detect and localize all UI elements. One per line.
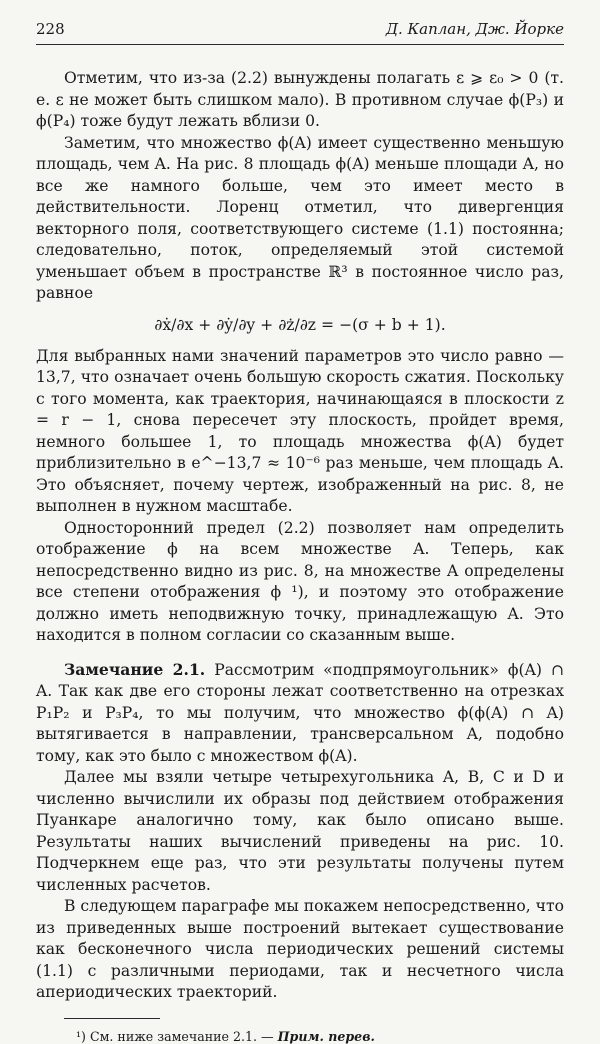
paragraph-6: Далее мы взяли четыре четырехугольника A, B, C и D и численно вычислили их образы под действием отображения Пуанкаре аналогично тому, как было описано выше. Результаты наших вычислений приведены на рис. 10. Подчеркнем еще раз, что эти результаты получены путем численных расчетов. [36, 768, 564, 894]
footnote [36, 1029, 564, 1044]
running-header [36, 20, 564, 45]
divergence-formula: ∂ẋ/∂x + ∂ẏ/∂y + ∂ż/∂z = −(σ + b + 1). [154, 315, 446, 334]
remark-text: Рассмотрим «подпрямоугольник» ϕ(A) ∩ A. Так как две его стороны лежат соответственно на отрезках P₁P₂ и P₃P₄, то мы получим, что множество ϕ(ϕ(A) ∩ A) вытягивается в направлении, трансверсальном A, подобно тому, как это было с множеством ϕ(A). [36, 660, 564, 765]
paragraph-4: Односторонний предел (2.2) позволяет нам определить отображение ϕ на всем множестве A. Теперь, как непосредственно видно из рис. 8, на множестве A определены все степени отображения ϕ ¹), и поэтому это отображение должно иметь неподвижную точку, принадлежащую A. Это находится в полном согласии со сказанным выше. [36, 518, 564, 644]
paragraph-3: Для выбранных нами значений параметров это число равно — 13,7, что означает очень большую скорость сжатия. Поскольку с того момента, как траектория, начинающаяся в плоскости z = r − 1, снова пересечет эту плоскость, пройдет время, немного большее 1, то площадь множества ϕ(A) будет приблизительно в e^−13,7 ≈ 10⁻⁶ раз меньше, чем площадь A. Это объясняет, почему чертеж, изображенный на рис. 8, не выполнен в нужном масштабе. [36, 346, 564, 515]
footnote-text: См. ниже замечание 2.1. — [89, 1028, 274, 1044]
running-authors: Д. Каплан, Дж. Йорке [385, 20, 564, 38]
footnote-marker: ¹) [76, 1028, 86, 1044]
paragraph-2: Заметим, что множество ϕ(A) имеет существенно меньшую площадь, чем A. На рис. 8 площадь ϕ(A) меньше площади A, но все же намного больше, чем это имеет место в действительности. Лоренц отметил, что дивергенция векторного поля, соответствующего системе (1.1) постоянна; следовательно, поток, определяемый этой системой уменьшает объем в пространстве ℝ³ в постоянное число раз, равное [36, 133, 564, 302]
page-number: 228 [36, 20, 65, 38]
remark-paragraph [36, 659, 564, 768]
paragraph-7: В следующем параграфе мы покажем непосредственно, что из приведенных выше построений вытекает существование как бесконечного числа периодических решений системы (1.1) с различными периодами, так и несчетного числа апериодических траекторий. [36, 897, 564, 1001]
paragraph-1: Отметим, что из-за (2.2) вынуждены полагать ε ⩾ ε₀ > 0 (т. е. ε не может быть слишком мало). В противном случае ϕ(P₃) и ϕ(P₄) тоже будут лежать вблизи 0. [36, 69, 564, 130]
remark-title: Замечание 2.1. [64, 659, 206, 679]
footnote-editor-note: Прим. перев. [277, 1028, 375, 1044]
footnote-divider [64, 1018, 160, 1019]
